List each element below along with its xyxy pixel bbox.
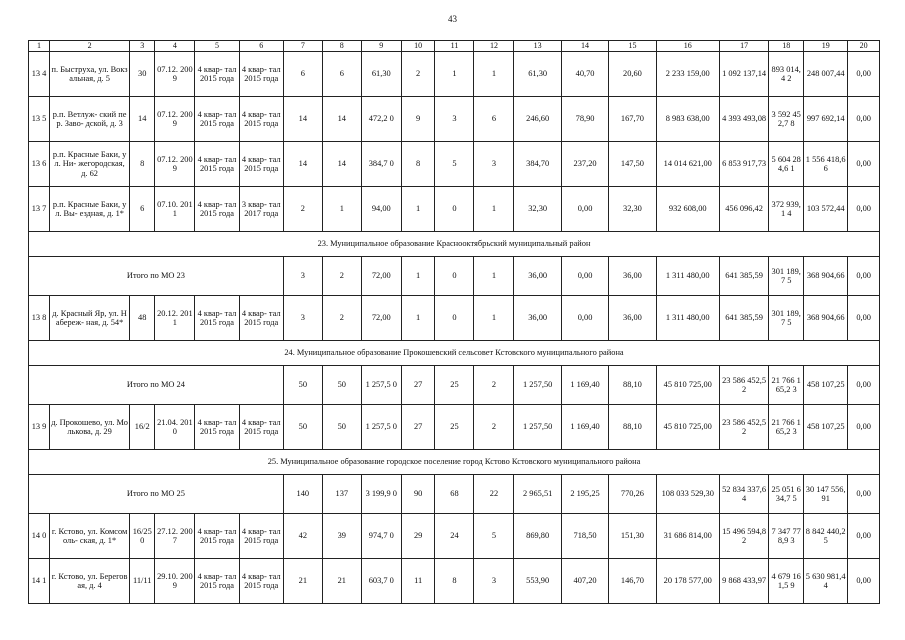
- total-cell: 770,26: [609, 475, 656, 514]
- table-cell: 4 квар- тал 2015 года: [239, 142, 283, 187]
- table-cell: 14: [322, 142, 361, 187]
- table-cell: 0,00: [848, 52, 880, 97]
- table-row: [29, 97, 880, 142]
- table-cell: 21 766 165,2 3: [769, 405, 804, 450]
- table-cell: 4 квар- тал 2015 года: [239, 97, 283, 142]
- table-cell: 11/11: [130, 559, 155, 604]
- table-cell: 8 983 638,00: [656, 97, 719, 142]
- table-cell: 2: [401, 52, 435, 97]
- table-cell: 16/2: [130, 405, 155, 450]
- table-cell: 8: [130, 142, 155, 187]
- total-cell: 301 189,7 5: [769, 257, 804, 296]
- total-cell: 23 586 452,52: [719, 366, 769, 405]
- table-cell: 1: [435, 52, 474, 97]
- table-cell: 07.12. 2009: [155, 97, 195, 142]
- table-cell: 0: [435, 296, 474, 341]
- total-cell: 72,00: [361, 257, 401, 296]
- table-cell: 4 квар- тал 2015 года: [239, 559, 283, 604]
- address-cell: р.п. Ветлуж- ский пер. Заво- дской, д. 3: [50, 97, 130, 142]
- table-cell: 4 квар- тал 2015 года: [195, 296, 239, 341]
- table-cell: 20,60: [609, 52, 656, 97]
- table-cell: 48: [130, 296, 155, 341]
- table-cell: 29.10. 2009: [155, 559, 195, 604]
- table-cell: 40,70: [561, 52, 608, 97]
- column-number: 10: [401, 41, 435, 52]
- address-cell: р.п. Красные Баки, ул. Вы- ездная, д. 1*: [50, 187, 130, 232]
- table-cell: 15 496 594,82: [719, 514, 769, 559]
- column-number: 4: [155, 41, 195, 52]
- section-heading: 24. Муниципальное образование Прокошевский сельсовет Кстовского муниципального района: [29, 341, 880, 366]
- total-cell: 0,00: [848, 257, 880, 296]
- table-cell: 4 квар- тал 2015 года: [195, 187, 239, 232]
- total-cell: 1 169,40: [561, 366, 608, 405]
- table-cell: 2: [322, 296, 361, 341]
- table-cell: 147,50: [609, 142, 656, 187]
- total-cell: 1 311 480,00: [656, 257, 719, 296]
- table-cell: 31 686 814,00: [656, 514, 719, 559]
- row-number-cell: 14 0: [29, 514, 50, 559]
- table-cell: 72,00: [361, 296, 401, 341]
- total-cell: 368 904,66: [804, 257, 848, 296]
- total-cell: 0: [435, 257, 474, 296]
- table-cell: 0,00: [848, 97, 880, 142]
- table-cell: 1: [474, 187, 514, 232]
- table-row: [29, 514, 880, 559]
- column-number: 17: [719, 41, 769, 52]
- table-cell: 1: [474, 52, 514, 97]
- table-cell: 1 092 137,14: [719, 52, 769, 97]
- table-cell: 2: [283, 187, 322, 232]
- table-cell: 167,70: [609, 97, 656, 142]
- section-heading: 25. Муниципальное образование городское поселение город Кстово Кстовского муниципального района: [29, 450, 880, 475]
- table-cell: 16/25 0: [130, 514, 155, 559]
- row-number-cell: 13 7: [29, 187, 50, 232]
- section-heading: 23. Муниципальное образование Краснооктябрьский муниципальный район: [29, 232, 880, 257]
- total-cell: 27: [401, 366, 435, 405]
- table-cell: 1 556 418,66: [804, 142, 848, 187]
- table-cell: 553,90: [514, 559, 561, 604]
- table-cell: 1: [401, 296, 435, 341]
- table-cell: 103 572,44: [804, 187, 848, 232]
- table-cell: 6: [130, 187, 155, 232]
- row-number-cell: 14 1: [29, 559, 50, 604]
- total-cell: 36,00: [514, 257, 561, 296]
- table-cell: 4 393 493,08: [719, 97, 769, 142]
- table-cell: 3 592 452,7 8: [769, 97, 804, 142]
- table-cell: 20.12. 2011: [155, 296, 195, 341]
- table-cell: 14: [130, 97, 155, 142]
- table-cell: 30: [130, 52, 155, 97]
- table-cell: 0,00: [848, 142, 880, 187]
- address-cell: р.п. Красные Баки, ул. Ни- жегородская, д. 62: [50, 142, 130, 187]
- total-cell: 2 965,51: [514, 475, 561, 514]
- table-cell: 61,30: [514, 52, 561, 97]
- table-cell: 4 квар- тал 2015 года: [239, 514, 283, 559]
- total-cell: 0,00: [848, 475, 880, 514]
- total-cell: 137: [322, 475, 361, 514]
- row-number-cell: 13 8: [29, 296, 50, 341]
- table-cell: 8 842 440,25: [804, 514, 848, 559]
- total-cell: 90: [401, 475, 435, 514]
- table-cell: 3: [283, 296, 322, 341]
- table-cell: 4 квар- тал 2015 года: [195, 142, 239, 187]
- section-heading-row: [29, 232, 880, 257]
- table-cell: 07.10. 2011: [155, 187, 195, 232]
- table-cell: 94,00: [361, 187, 401, 232]
- column-number: 5: [195, 41, 239, 52]
- table-cell: 1: [322, 187, 361, 232]
- table-cell: 869,80: [514, 514, 561, 559]
- table-cell: 20 178 577,00: [656, 559, 719, 604]
- row-number-cell: 13 6: [29, 142, 50, 187]
- table-cell: 372 939,1 4: [769, 187, 804, 232]
- table-cell: 1: [401, 187, 435, 232]
- table-cell: 384,7 0: [361, 142, 401, 187]
- total-cell: 1 257,50: [514, 366, 561, 405]
- table-row: [29, 142, 880, 187]
- table-row: [29, 405, 880, 450]
- row-number-cell: 13 5: [29, 97, 50, 142]
- total-cell: 68: [435, 475, 474, 514]
- total-cell: 3: [283, 257, 322, 296]
- table-cell: 0,00: [848, 187, 880, 232]
- table-cell: 5: [435, 142, 474, 187]
- table-cell: 1 257,50: [514, 405, 561, 450]
- table-cell: 5 604 284,6 1: [769, 142, 804, 187]
- total-cell: 2 195,25: [561, 475, 608, 514]
- table-cell: 0: [435, 187, 474, 232]
- table-cell: 2: [474, 405, 514, 450]
- table-cell: 997 692,14: [804, 97, 848, 142]
- table-cell: 4 квар- тал 2015 года: [195, 405, 239, 450]
- total-cell: 21 766 165,2 3: [769, 366, 804, 405]
- column-number: 7: [283, 41, 322, 52]
- total-cell: 45 810 725,00: [656, 366, 719, 405]
- row-number-cell: 13 9: [29, 405, 50, 450]
- address-cell: д. Прокошево, ул. Молькова, д. 29: [50, 405, 130, 450]
- total-cell: 50: [283, 366, 322, 405]
- table-cell: 4 квар- тал 2015 года: [239, 405, 283, 450]
- row-number-cell: 13 4: [29, 52, 50, 97]
- column-number: 16: [656, 41, 719, 52]
- total-cell: 25: [435, 366, 474, 405]
- section-heading-row: [29, 341, 880, 366]
- report-table: [28, 40, 880, 604]
- table-row: [29, 559, 880, 604]
- table-cell: 146,70: [609, 559, 656, 604]
- table-cell: 603,7 0: [361, 559, 401, 604]
- total-cell: 2: [474, 366, 514, 405]
- table-cell: 8: [435, 559, 474, 604]
- total-cell: 25 051 634,7 5: [769, 475, 804, 514]
- total-cell: 36,00: [609, 257, 656, 296]
- total-cell: 458 107,25: [804, 366, 848, 405]
- total-cell: 2: [322, 257, 361, 296]
- table-cell: 4 679 161,5 9: [769, 559, 804, 604]
- column-number: 1: [29, 41, 50, 52]
- total-cell: 3 199,9 0: [361, 475, 401, 514]
- table-cell: 6 853 917,73: [719, 142, 769, 187]
- table-cell: 50: [283, 405, 322, 450]
- table-cell: 07.12. 2009: [155, 142, 195, 187]
- table-cell: 25: [435, 405, 474, 450]
- table-cell: 32,30: [609, 187, 656, 232]
- total-cell: 0,00: [848, 366, 880, 405]
- total-cell: 140: [283, 475, 322, 514]
- table-cell: 0,00: [848, 296, 880, 341]
- table-cell: 21: [283, 559, 322, 604]
- table-cell: 237,20: [561, 142, 608, 187]
- table-cell: 24: [435, 514, 474, 559]
- table-cell: 248 007,44: [804, 52, 848, 97]
- table-cell: 45 810 725,00: [656, 405, 719, 450]
- table-body: [29, 41, 880, 604]
- table-cell: 14 014 621,00: [656, 142, 719, 187]
- table-cell: 0,00: [848, 559, 880, 604]
- column-number: 14: [561, 41, 608, 52]
- total-cell: 22: [474, 475, 514, 514]
- total-cell: 50: [322, 366, 361, 405]
- total-cell: 1: [401, 257, 435, 296]
- address-cell: г. Кстово, ул. Береговая, д. 4: [50, 559, 130, 604]
- table-cell: 368 904,66: [804, 296, 848, 341]
- table-cell: 11: [401, 559, 435, 604]
- table-row: [29, 52, 880, 97]
- table-cell: 5 630 981,44: [804, 559, 848, 604]
- table-cell: 6: [474, 97, 514, 142]
- table-cell: 1 311 480,00: [656, 296, 719, 341]
- total-cell: 52 834 337,64: [719, 475, 769, 514]
- column-number: 15: [609, 41, 656, 52]
- table-cell: 8: [401, 142, 435, 187]
- total-row: [29, 366, 880, 405]
- table-cell: 456 096,42: [719, 187, 769, 232]
- table-cell: 36,00: [609, 296, 656, 341]
- table-cell: 4 квар- тал 2015 года: [239, 296, 283, 341]
- column-number: 19: [804, 41, 848, 52]
- table-cell: 718,50: [561, 514, 608, 559]
- table-cell: 4 квар- тал 2015 года: [195, 514, 239, 559]
- table-cell: 3: [474, 559, 514, 604]
- column-number-row: [29, 41, 880, 52]
- table-cell: 4 квар- тал 2015 года: [195, 559, 239, 604]
- column-number: 20: [848, 41, 880, 52]
- table-cell: 301 189,7 5: [769, 296, 804, 341]
- table-cell: 0,00: [848, 405, 880, 450]
- table-cell: 61,30: [361, 52, 401, 97]
- table-cell: 932 608,00: [656, 187, 719, 232]
- table-cell: 472,2 0: [361, 97, 401, 142]
- table-cell: 9 868 433,97: [719, 559, 769, 604]
- table-row: [29, 187, 880, 232]
- table-cell: 1 169,40: [561, 405, 608, 450]
- table-cell: 384,70: [514, 142, 561, 187]
- table-cell: 88,10: [609, 405, 656, 450]
- total-row: [29, 475, 880, 514]
- table-cell: 893 014,4 2: [769, 52, 804, 97]
- table-cell: 246,60: [514, 97, 561, 142]
- total-cell: 108 033 529,30: [656, 475, 719, 514]
- column-number: 3: [130, 41, 155, 52]
- table-cell: 50: [322, 405, 361, 450]
- table-cell: 407,20: [561, 559, 608, 604]
- table-cell: 1 257,5 0: [361, 405, 401, 450]
- table-cell: 4 квар- тал 2015 года: [195, 97, 239, 142]
- page-number: 43: [448, 14, 457, 24]
- total-cell: 641 385,59: [719, 257, 769, 296]
- total-label: Итого по МО 25: [29, 475, 284, 514]
- column-number: 12: [474, 41, 514, 52]
- table-cell: 39: [322, 514, 361, 559]
- table-cell: 3: [435, 97, 474, 142]
- column-number: 13: [514, 41, 561, 52]
- table-cell: 3: [474, 142, 514, 187]
- column-number: 8: [322, 41, 361, 52]
- table-cell: 36,00: [514, 296, 561, 341]
- table-cell: 14: [283, 97, 322, 142]
- table-cell: 2 233 159,00: [656, 52, 719, 97]
- column-number: 6: [239, 41, 283, 52]
- table-cell: 0,00: [848, 514, 880, 559]
- section-heading-row: [29, 450, 880, 475]
- address-cell: д. Красный Яр, ул. Набереж- ная, д. 54*: [50, 296, 130, 341]
- table-cell: 4 квар- тал 2015 года: [195, 52, 239, 97]
- table-cell: 5: [474, 514, 514, 559]
- table-cell: 4 квар- тал 2015 года: [239, 52, 283, 97]
- table-cell: 0,00: [561, 296, 608, 341]
- table-cell: 6: [283, 52, 322, 97]
- table-cell: 42: [283, 514, 322, 559]
- total-cell: 1: [474, 257, 514, 296]
- total-cell: 1 257,5 0: [361, 366, 401, 405]
- table-cell: 6: [322, 52, 361, 97]
- table-cell: 641 385,59: [719, 296, 769, 341]
- total-cell: 30 147 556,91: [804, 475, 848, 514]
- table-cell: 9: [401, 97, 435, 142]
- table-cell: 78,90: [561, 97, 608, 142]
- column-number: 11: [435, 41, 474, 52]
- total-cell: 0,00: [561, 257, 608, 296]
- table-row: [29, 296, 880, 341]
- total-label: Итого по МО 23: [29, 257, 284, 296]
- table-cell: 14: [322, 97, 361, 142]
- table-cell: 151,30: [609, 514, 656, 559]
- table-cell: 27.12. 2007: [155, 514, 195, 559]
- table-cell: 23 586 452,52: [719, 405, 769, 450]
- table-cell: 21.04. 2010: [155, 405, 195, 450]
- table-cell: 0,00: [561, 187, 608, 232]
- table-cell: 7 347 778,9 3: [769, 514, 804, 559]
- column-number: 9: [361, 41, 401, 52]
- table-cell: 458 107,25: [804, 405, 848, 450]
- total-cell: 88,10: [609, 366, 656, 405]
- table-cell: 27: [401, 405, 435, 450]
- table-cell: 29: [401, 514, 435, 559]
- table-cell: 32,30: [514, 187, 561, 232]
- table-cell: 07.12. 2009: [155, 52, 195, 97]
- address-cell: г. Кстово, ул. Комсомоль- ская, д. 1*: [50, 514, 130, 559]
- table-cell: 1: [474, 296, 514, 341]
- table-cell: 974,7 0: [361, 514, 401, 559]
- table-cell: 14: [283, 142, 322, 187]
- address-cell: п. Быструха, ул. Вокзальная, д. 5: [50, 52, 130, 97]
- column-number: 2: [50, 41, 130, 52]
- column-number: 18: [769, 41, 804, 52]
- table-cell: 3 квар- тал 2017 года: [239, 187, 283, 232]
- total-label: Итого по МО 24: [29, 366, 284, 405]
- table-cell: 21: [322, 559, 361, 604]
- total-row: [29, 257, 880, 296]
